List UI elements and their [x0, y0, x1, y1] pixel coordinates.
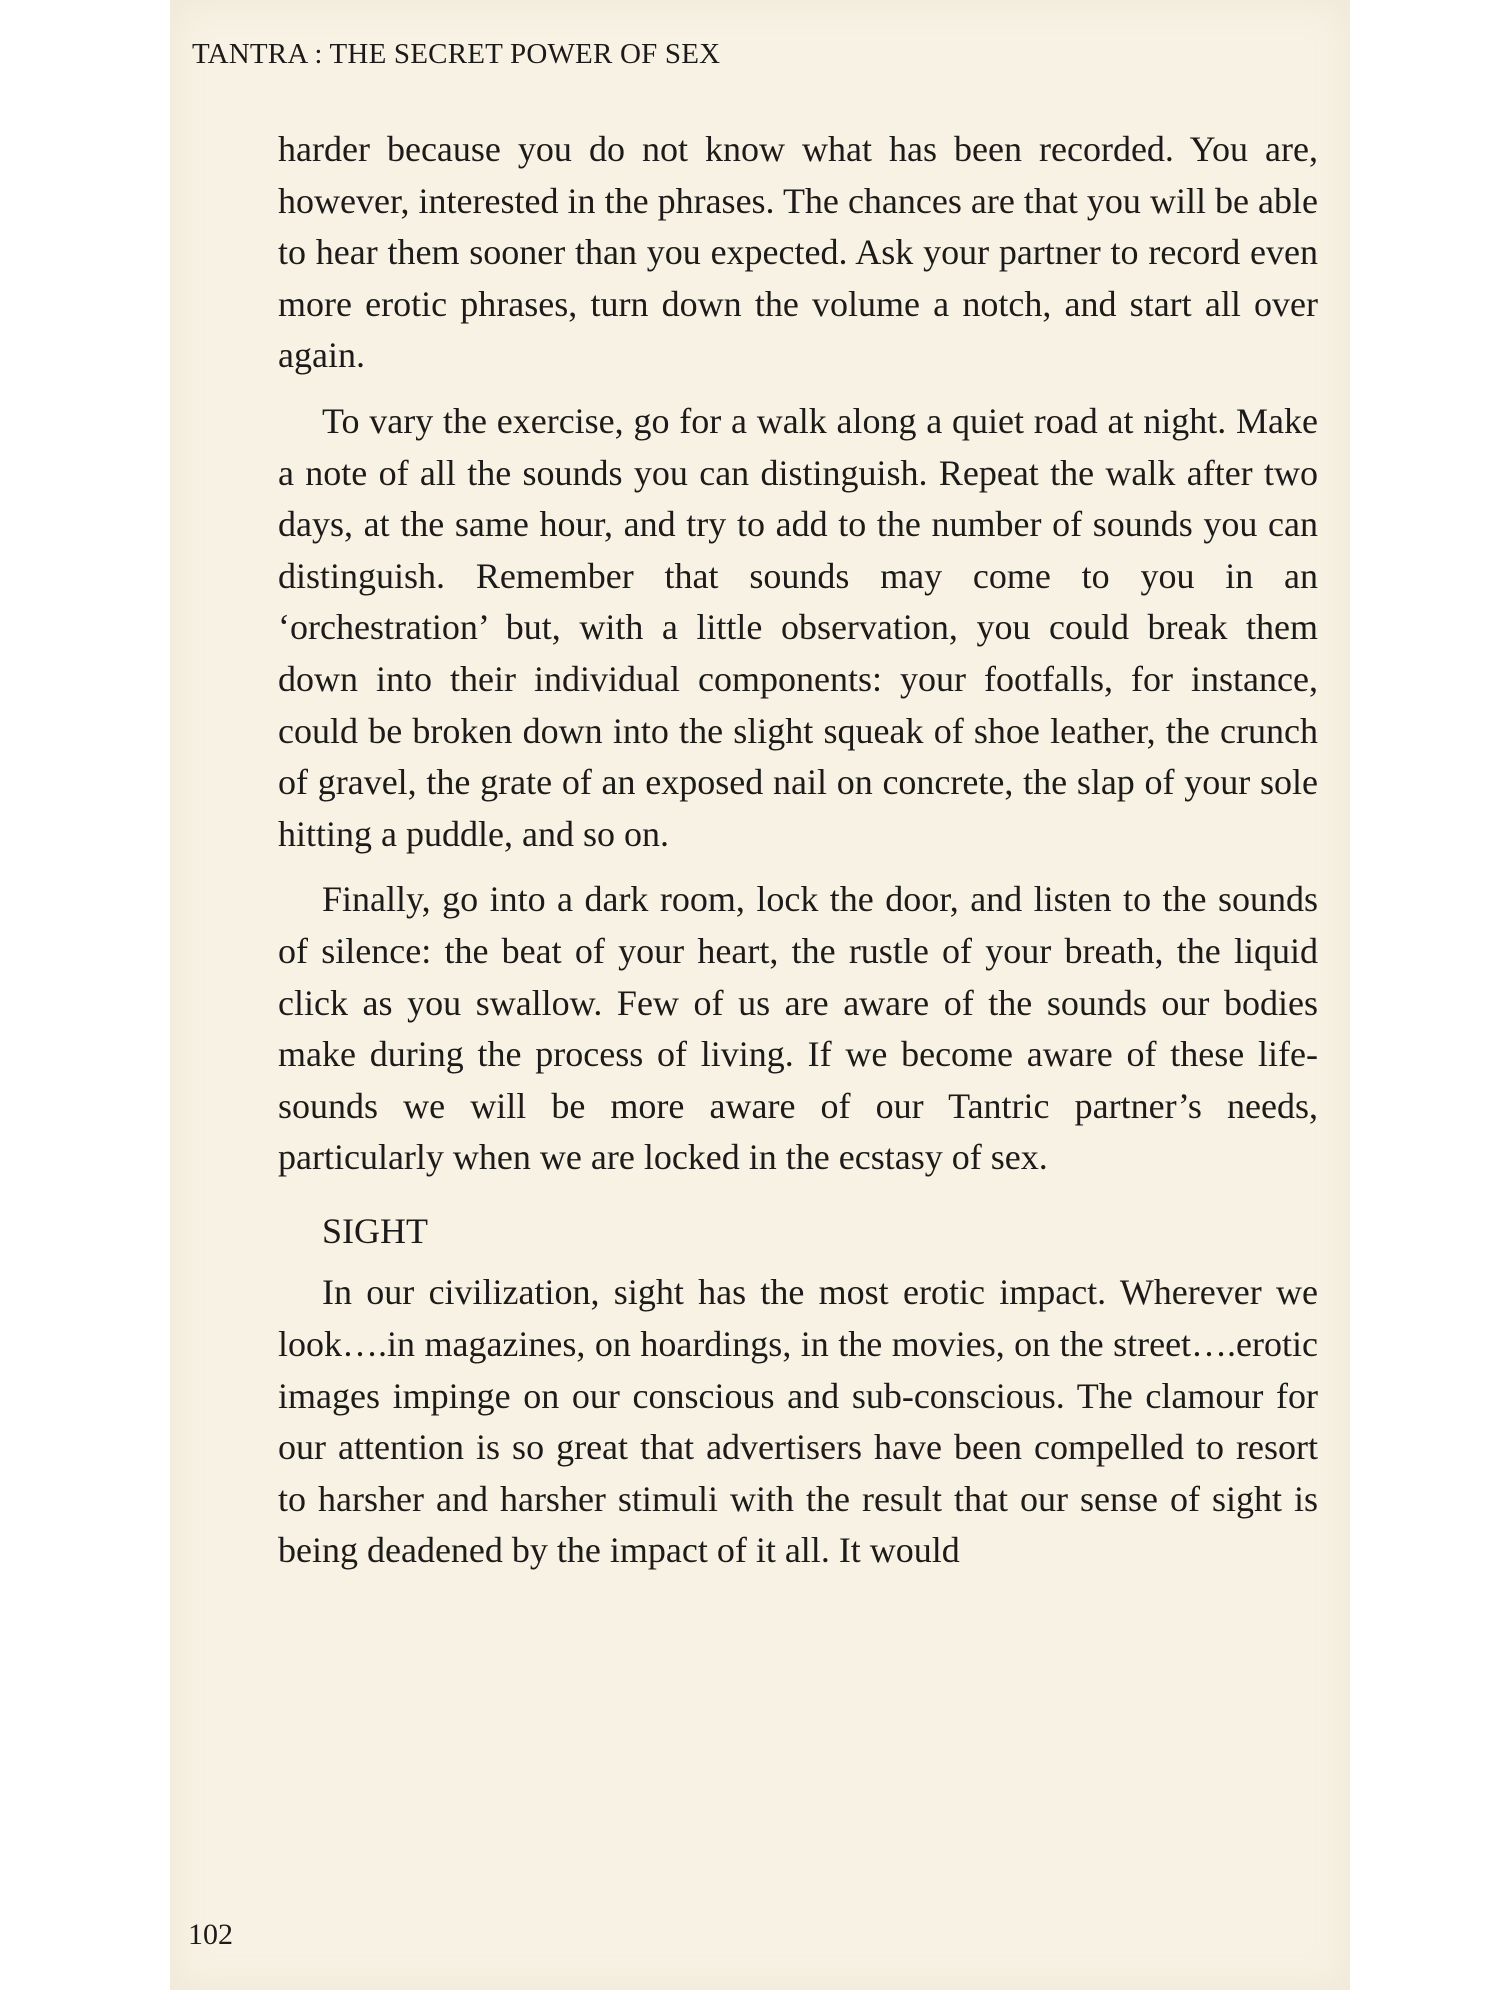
paragraph-2: To vary the exercise, go for a walk along a quiet road at night. Make a note of all the sounds you can distinguish. Repeat the walk after two days, at the same hour, and try to add to the number of sounds you can distinguish. Remember that sounds may come to you in an ‘orchestration’ but, with a little observation, you could break them down into their individual components: your footfalls, for instance, could be broken down into the slight squeak of shoe leather, the crunch of gravel, the grate of an exposed nail on concrete, the slap of your sole hitting a puddle, and so on.: [278, 400, 1318, 854]
running-head: TANTRA : THE SECRET POWER OF SEX: [192, 38, 721, 70]
section-heading-sight: SIGHT: [322, 1210, 428, 1251]
paragraph-3: Finally, go into a dark room, lock the door, and listen to the sounds of silence: the beat of your heart, the rustle of your breath, the liquid click as you swallow. Few of us are aware of the sounds our bodies make during the process of living. If we become aware of these life-sounds we will be more aware of our Tantric partner’s needs, particularly when we are locked in the ecstasy of sex.: [278, 879, 1318, 1178]
body-text: [278, 124, 1318, 1577]
paragraph-4: In our civilization, sight has the most erotic impact. Wherever we look….in magazines, on hoardings, in the movies, on the street….erotic images impinge on our conscious and sub-conscious. The clamour for our attention is so great that advertisers have been compelled to resort to harsher and harsher stimuli with the result that our sense of sight is being deadened by the impact of it all. It would: [278, 1272, 1318, 1571]
book-page: [170, 0, 1350, 1990]
page-number: 102: [188, 1918, 233, 1951]
paragraph-1: harder because you do not know what has been recorded. You are, however, interested in the phrases. The chances are that you will be able to hear them sooner than you expected. Ask your partner to record even more erotic phrases, turn down the volume a notch, and start all over again.: [278, 129, 1318, 376]
